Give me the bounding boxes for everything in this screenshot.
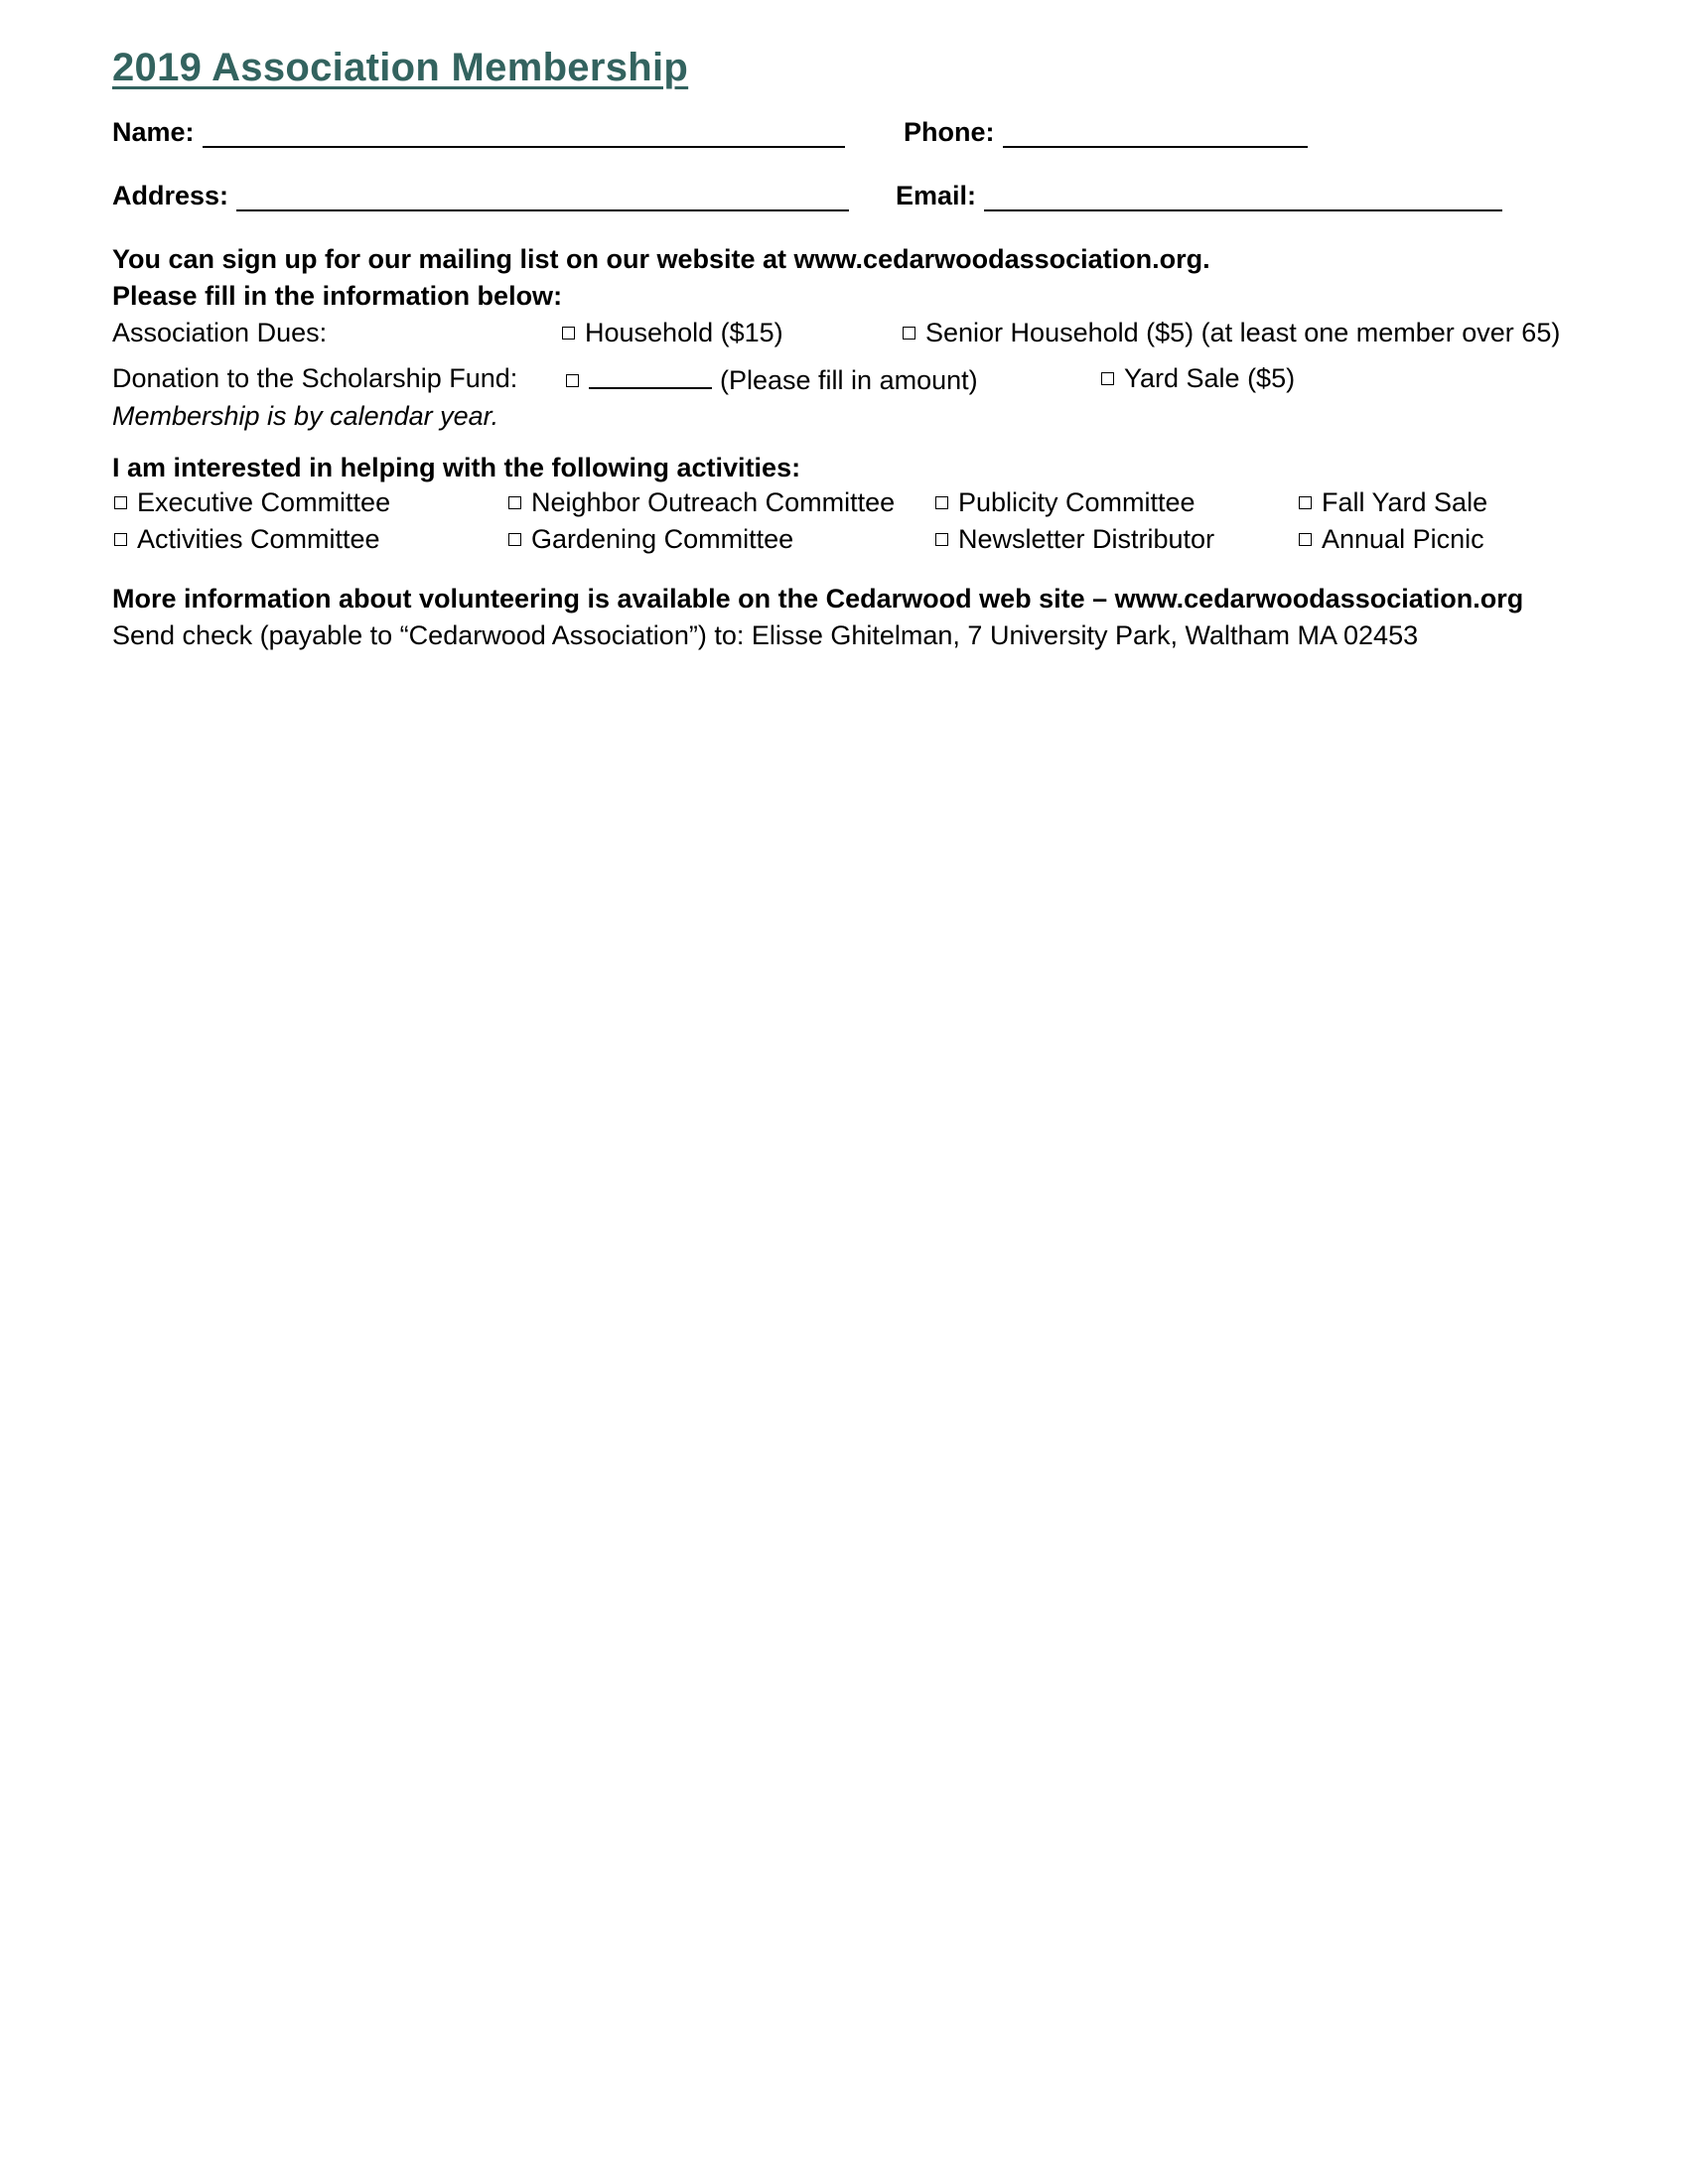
page-title: 2019 Association Membership bbox=[112, 46, 689, 89]
household-label: Household ($15) bbox=[585, 318, 783, 347]
yard-sale-checkbox[interactable] bbox=[1101, 372, 1114, 385]
volunteering-info: More information about volunteering is available on the Cedarwood web site – www.cedarwoodassociation.org bbox=[112, 584, 1524, 614]
activity-checkbox[interactable] bbox=[114, 496, 127, 509]
household-option[interactable] bbox=[562, 318, 783, 348]
activity-option[interactable] bbox=[1299, 487, 1487, 518]
activity-checkbox[interactable] bbox=[508, 533, 521, 546]
send-check-instructions: Send check (payable to “Cedarwood Association”) to: Elisse Ghitelman, 7 University Park, Waltham MA 02453 bbox=[112, 620, 1419, 650]
yard-sale-label: Yard Sale ($5) bbox=[1124, 363, 1296, 393]
mailing-list-note: You can sign up for our mailing list on our website at www.cedarwoodassociation.org. bbox=[112, 244, 1210, 274]
address-label: Address: bbox=[112, 181, 229, 210]
activity-checkbox[interactable] bbox=[935, 533, 948, 546]
activity-option[interactable] bbox=[114, 524, 380, 555]
household-checkbox[interactable] bbox=[562, 327, 575, 340]
email-blank-line[interactable] bbox=[984, 186, 1502, 211]
phone-label: Phone: bbox=[904, 117, 995, 147]
activity-option[interactable] bbox=[935, 524, 1214, 555]
address-blank-line[interactable] bbox=[236, 186, 849, 211]
activity-label: Fall Yard Sale bbox=[1322, 487, 1488, 517]
activity-checkbox[interactable] bbox=[508, 496, 521, 509]
name-label: Name: bbox=[112, 117, 195, 147]
email-field[interactable] bbox=[896, 181, 1502, 211]
activity-label: Annual Picnic bbox=[1322, 524, 1484, 554]
membership-note: Membership is by calendar year. bbox=[112, 401, 499, 431]
donation-amount-blank[interactable] bbox=[589, 363, 712, 389]
donation-label: Donation to the Scholarship Fund: bbox=[112, 363, 518, 393]
senior-household-option[interactable] bbox=[903, 318, 1560, 348]
activity-checkbox[interactable] bbox=[935, 496, 948, 509]
activity-label: Neighbor Outreach Committee bbox=[531, 487, 896, 517]
activity-option[interactable] bbox=[114, 487, 390, 518]
senior-household-label: Senior Household ($5) (at least one member over 65) bbox=[925, 318, 1561, 347]
activity-checkbox[interactable] bbox=[1299, 496, 1312, 509]
donation-amount-option[interactable] bbox=[566, 363, 978, 396]
activities-heading: I am interested in helping with the following activities: bbox=[112, 453, 801, 482]
activity-label: Gardening Committee bbox=[531, 524, 794, 554]
activity-label: Newsletter Distributor bbox=[958, 524, 1215, 554]
activity-option[interactable] bbox=[508, 524, 793, 555]
phone-field[interactable] bbox=[904, 117, 1308, 148]
name-blank-line[interactable] bbox=[203, 122, 845, 148]
activity-label: Publicity Committee bbox=[958, 487, 1196, 517]
yard-sale-option[interactable] bbox=[1101, 363, 1295, 394]
donation-checkbox[interactable] bbox=[566, 374, 579, 387]
donation-amount-note: (Please fill in amount) bbox=[720, 365, 978, 395]
activity-label: Executive Committee bbox=[137, 487, 391, 517]
name-field[interactable] bbox=[112, 117, 845, 148]
activity-checkbox[interactable] bbox=[1299, 533, 1312, 546]
activity-label: Activities Committee bbox=[137, 524, 380, 554]
activity-option[interactable] bbox=[1299, 524, 1484, 555]
dues-label: Association Dues: bbox=[112, 318, 328, 347]
senior-household-checkbox[interactable] bbox=[903, 327, 915, 340]
activity-checkbox[interactable] bbox=[114, 533, 127, 546]
activity-option[interactable] bbox=[508, 487, 895, 518]
fill-in-instruction: Please fill in the information below: bbox=[112, 281, 563, 311]
phone-blank-line[interactable] bbox=[1003, 122, 1308, 148]
address-field[interactable] bbox=[112, 181, 849, 211]
activity-option[interactable] bbox=[935, 487, 1196, 518]
email-label: Email: bbox=[896, 181, 977, 210]
